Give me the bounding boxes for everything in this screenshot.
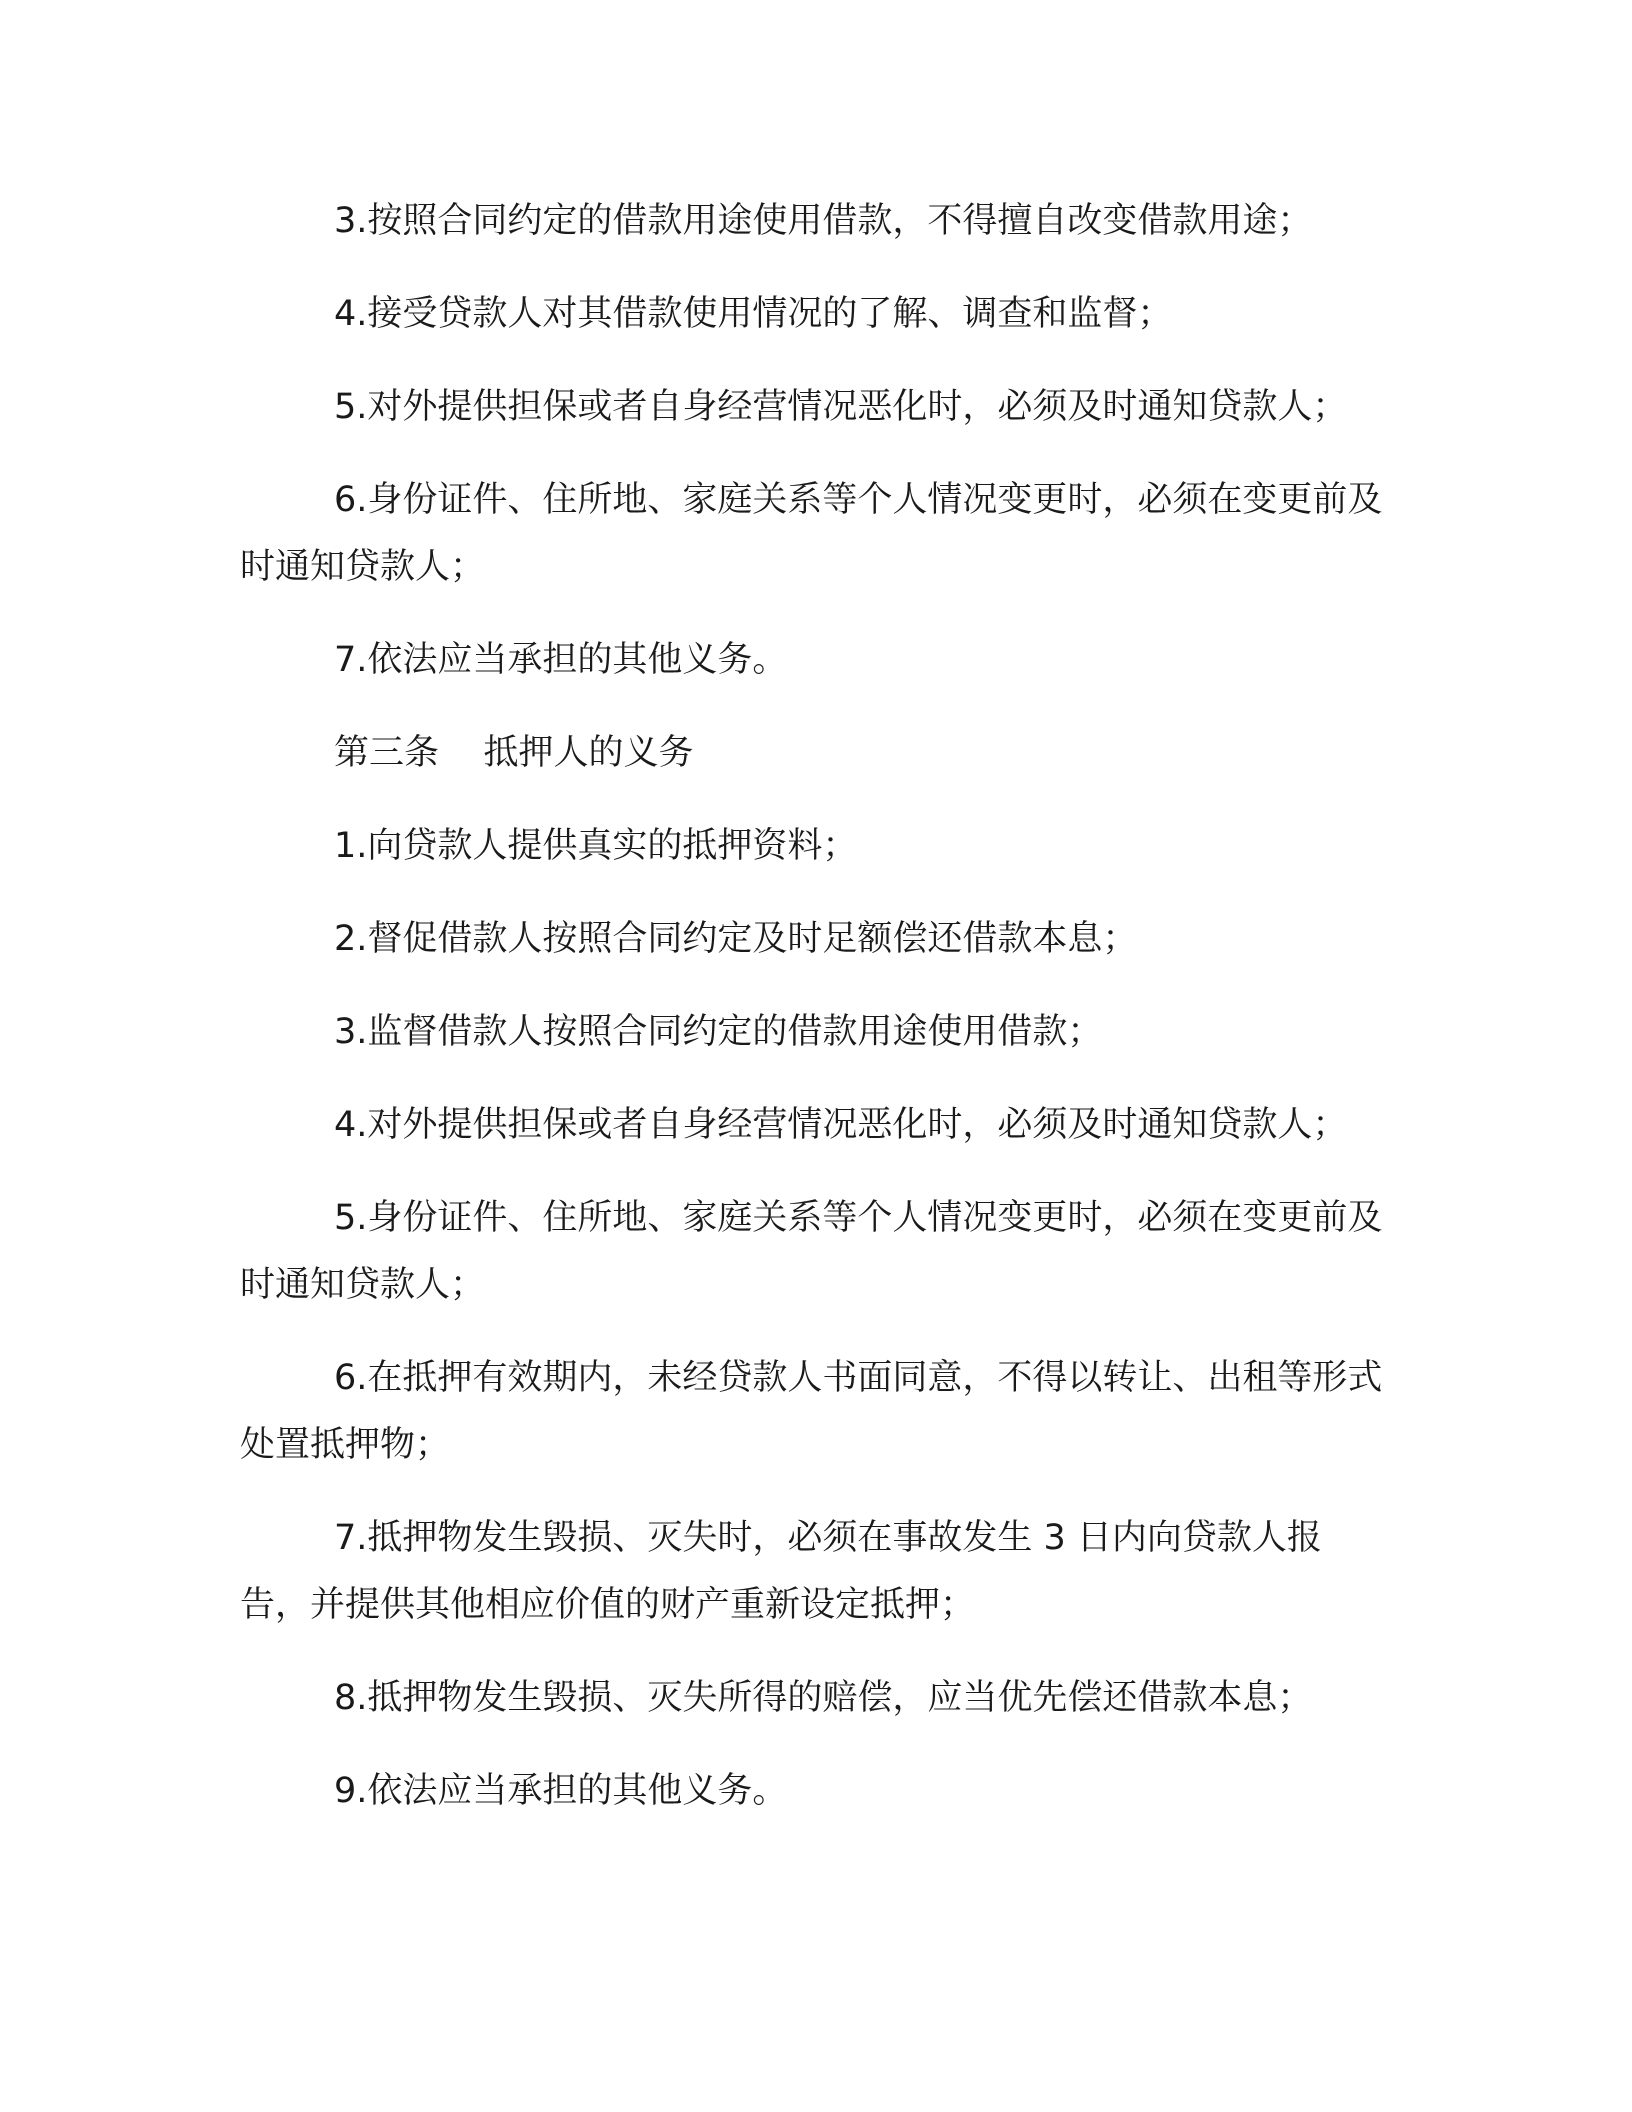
clause-paragraph: 7.依法应当承担的其他义务。 [334, 640, 788, 680]
clause-paragraph: 7.抵押物发生毁损、灭失时，必须在事故发生 3 日内向贷款人报告，并提供其他相应价值的财产重新设定抵押； [240, 1518, 1322, 1625]
clause-paragraph: 4.对外提供担保或者自身经营情况恶化时，必须及时通知贷款人； [334, 1105, 1348, 1145]
clause-paragraph: 6.在抵押有效期内，未经贷款人书面同意，不得以转让、出租等形式处置抵押物； [240, 1358, 1383, 1465]
clause-paragraph: 6.身份证件、住所地、家庭关系等个人情况变更时，必须在变更前及时通知贷款人； [240, 480, 1383, 587]
clause-paragraph: 3.按照合同约定的借款用途使用借款，不得擅自改变借款用途； [334, 201, 1313, 241]
clause-paragraph: 5.身份证件、住所地、家庭关系等个人情况变更时，必须在变更前及时通知贷款人； [240, 1198, 1383, 1305]
clause-paragraph: 3.监督借款人按照合同约定的借款用途使用借款； [334, 1012, 1103, 1052]
clause-paragraph: 2.督促借款人按照合同约定及时足额偿还借款本息； [334, 919, 1138, 959]
clause-paragraph: 1.向贷款人提供真实的抵押资料； [334, 826, 858, 866]
document-body [240, 188, 1390, 1851]
clause-paragraph: 8.抵押物发生毁损、灭失所得的赔偿，应当优先偿还借款本息； [334, 1678, 1313, 1718]
clause-paragraph: 4.接受贷款人对其借款使用情况的了解、调查和监督； [334, 294, 1173, 334]
section-heading: 第三条 抵押人的义务 [334, 733, 694, 773]
clause-paragraph: 5.对外提供担保或者自身经营情况恶化时，必须及时通知贷款人； [334, 387, 1348, 427]
clause-paragraph: 9.依法应当承担的其他义务。 [334, 1771, 788, 1811]
